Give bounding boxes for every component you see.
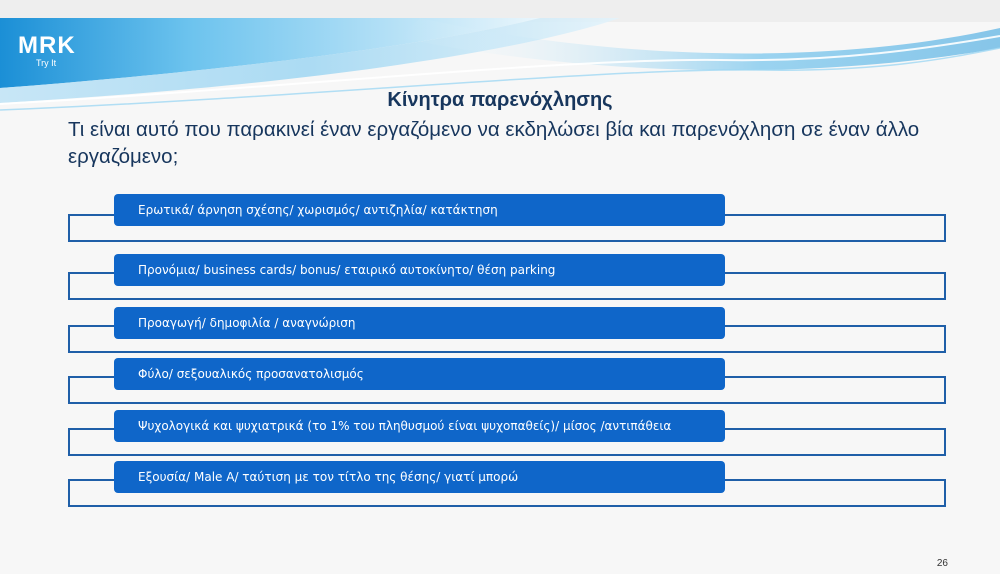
list-item	[0, 254, 1000, 310]
list-item	[0, 358, 1000, 414]
logo-tagline: Try It	[36, 58, 57, 68]
list-item	[0, 461, 1000, 517]
list-item-label: Προαγωγή/ δημοφιλία / αναγνώριση	[114, 307, 725, 339]
list-item	[0, 194, 1000, 250]
list-item-label: Εξουσία/ Male A/ ταύτιση με τον τίτλο της θέσης/ γιατί μπορώ	[114, 461, 725, 493]
logo-text: MRK	[18, 32, 76, 59]
list-item-label: Προνόμια/ business cards/ bonus/ εταιρικό αυτοκίνητο/ θέση parking	[114, 254, 725, 286]
slide-subtitle: Τι είναι αυτό που παρακινεί έναν εργαζόμενο να εκδηλώσει βία και παρενόχληση σε έναν άλλο εργαζόμενο;	[68, 118, 920, 168]
list-item-label: Ψυχολογικά και ψυχιατρικά (το 1% του πληθυσμού είναι ψυχοπαθείς)/ μίσος /αντιπάθεια	[114, 410, 725, 442]
list-item-label: Ερωτικά/ άρνηση σχέσης/ χωρισμός/ αντιζηλία/ κατάκτηση	[114, 194, 725, 226]
list-item	[0, 307, 1000, 363]
list-item-label: Φύλο/ σεξουαλικός προσανατολισμός	[114, 358, 725, 390]
list-item	[0, 410, 1000, 466]
page-number: 26	[936, 558, 948, 569]
slide-title: Κίνητρα παρενόχλησης	[387, 89, 613, 111]
